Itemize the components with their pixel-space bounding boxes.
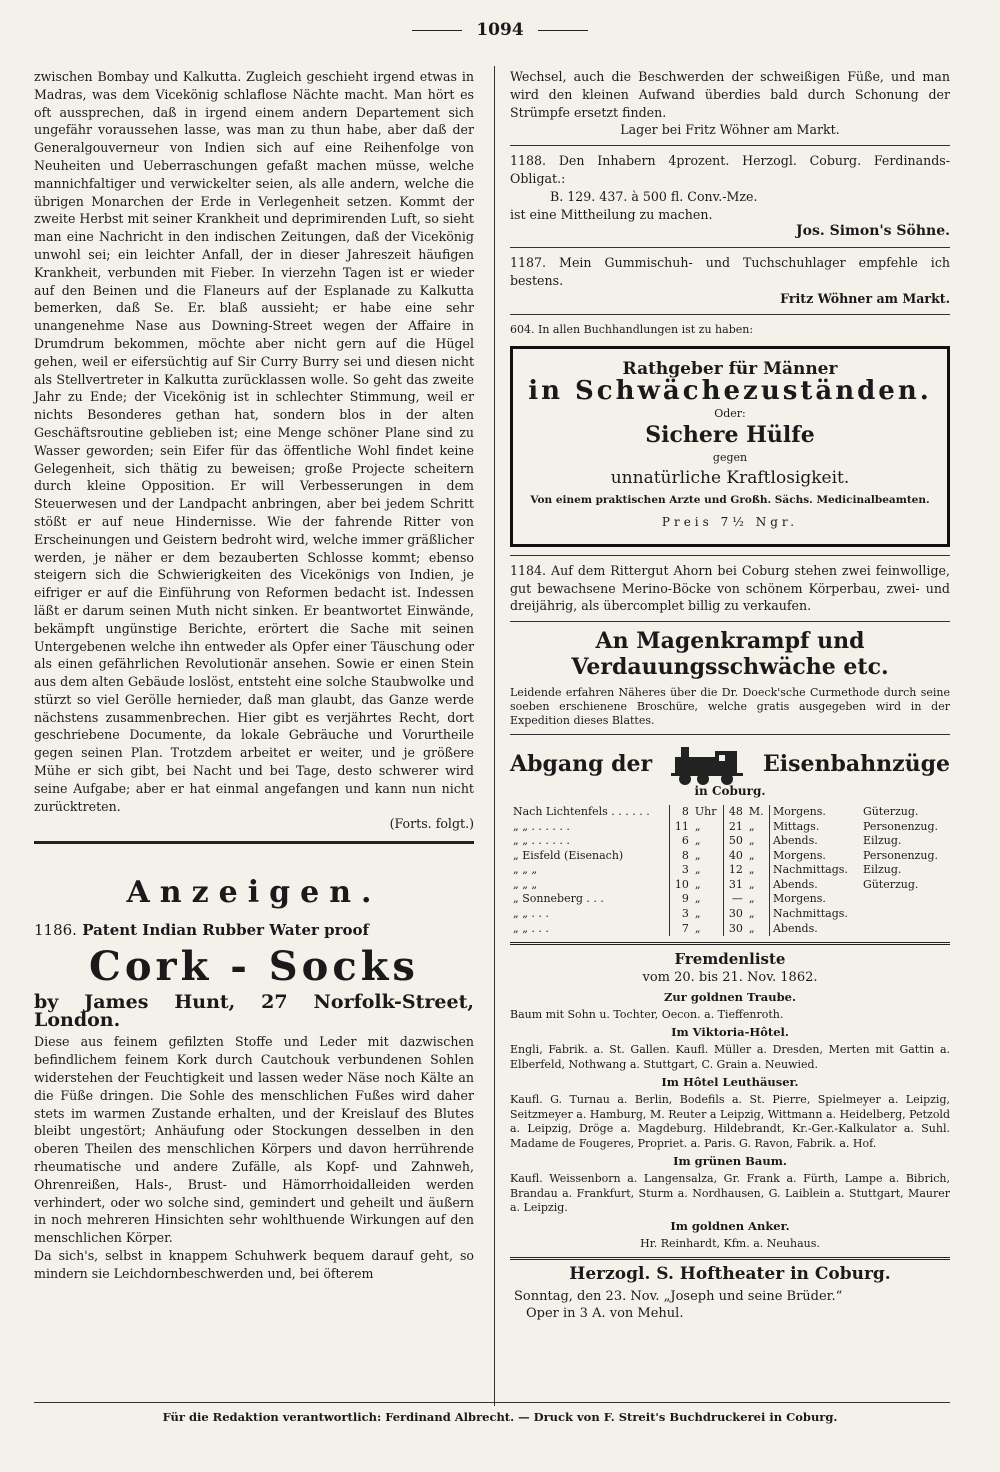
train-hour: 3 xyxy=(669,863,692,878)
ad-1188-signature: Jos. Simon's Söhne. xyxy=(796,223,950,240)
train-hour-unit: „ xyxy=(694,863,701,877)
train-hour-unit: „ xyxy=(694,834,701,848)
ad-magenkrampf xyxy=(510,628,950,728)
section-rule xyxy=(34,841,474,844)
train-destination: „ „ „ xyxy=(513,863,538,877)
train-hour: 8 xyxy=(669,805,692,820)
ad-magenkrampf-title: An Magenkrampf und Verdauungsschwäche etc. xyxy=(571,628,889,681)
anzeigen-heading: Anzeigen. xyxy=(126,875,382,911)
ad-604-price: Preis 7½ Ngr. xyxy=(661,514,799,529)
train-hour: 11 xyxy=(669,820,692,835)
section-rule xyxy=(510,1257,950,1260)
ad-1188-numbers: B. 129. 437. à 500 fl. Conv.-Mze. xyxy=(550,188,758,204)
ad-magenkrampf-text: Leidende erfahren Näheres über die Dr. Doeck'sche Curmethode durch seine soeben erschienene Broschüre, welche gratis ausgegeben wird in der Expedition dieses Blattes. xyxy=(510,686,950,728)
train-minute: 30 xyxy=(723,907,746,922)
hotel-heading: Zur goldnen Traube. xyxy=(664,989,796,1004)
train-kind xyxy=(860,907,950,922)
theater-performance: Sonntag, den 23. Nov. „Joseph und seine Brüder.“ xyxy=(514,1289,843,1305)
ad-rule xyxy=(510,247,950,248)
train-hour: 9 xyxy=(669,892,692,907)
fremdenliste xyxy=(510,951,950,1251)
train-destination: „ „ „ xyxy=(513,877,538,891)
train-minute: — xyxy=(723,892,746,907)
article-continued-note: (Forts. folgt.) xyxy=(389,816,474,832)
hotel-guests: Baum mit Sohn u. Tochter, Oecon. a. Tieffenroth. xyxy=(510,1007,784,1021)
ad-1186-product-title: Cork - Socks xyxy=(89,942,419,990)
train-kind xyxy=(860,892,950,907)
ad-1188 xyxy=(510,152,950,241)
ad-1184: 1184. Auf dem Rittergut Ahorn bei Coburg stehen zwei feinwollige, gut bewachsene Merino-Böcke von schönem Körperbau, zwei- und dreijährig, als übercomplet billig zu verkaufen. xyxy=(510,562,950,614)
train-schedule-subtitle: in Coburg. xyxy=(694,784,766,799)
theater-notice xyxy=(510,1266,950,1322)
train-hour: 10 xyxy=(669,878,692,893)
fremdenliste-title: Fremdenliste xyxy=(674,950,786,969)
train-kind: Eilzug. xyxy=(862,863,902,877)
train-hour-unit: „ xyxy=(694,819,701,833)
train-minute-unit: „ xyxy=(748,907,755,921)
train-time-of-day: Nachmittags. xyxy=(769,907,859,922)
train-time-of-day: Abends. xyxy=(769,878,859,893)
train-kind: Güterzug. xyxy=(862,877,919,891)
train-hour-unit: „ xyxy=(694,892,701,906)
ad-1186-lager: Lager bei Fritz Wöhner am Markt. xyxy=(620,122,840,138)
train-minute: 30 xyxy=(723,922,746,937)
hotel-guests: Kaufl. G. Turnau a. Berlin, Bodefils a. St. Pierre, Spielmeyer a. Leipzig, Seitzmeyer a. Hamburg, M. Reuter a Leipzig, Wittmann a. Heidelberg, Petzold a. Leipzig, Dröge a. Magdeburg. Hildebrandt, Kr.-Ger.-Kalkulator a. Suhl. Madame de Fougeres, Propriet. a. Paris. G. Ravon, Fabrik. a. Hof. xyxy=(510,1093,950,1150)
train-kind xyxy=(860,922,950,937)
header-rule-right xyxy=(538,30,588,31)
train-kind: Eilzug. xyxy=(862,834,902,848)
train-hour: 8 xyxy=(669,849,692,864)
ad-1186-continuation: Wechsel, auch die Beschwerden der schweißigen Füße, und man wird den kleinen Aufwand überdies bald durch Schonung der Strümpfe ersetzt finden. xyxy=(510,69,950,120)
train-minute: 48 xyxy=(723,805,746,820)
train-row xyxy=(510,922,950,937)
left-column xyxy=(34,68,474,1283)
ad-rule xyxy=(510,314,950,315)
fremdenliste-date: vom 20. bis 21. Nov. 1862. xyxy=(642,970,818,986)
train-row xyxy=(510,907,950,922)
ad-1188-text: 1188. Den Inhabern 4prozent. Herzogl. Coburg. Ferdinands-Obligat.: xyxy=(510,153,950,186)
train-destination: „ Sonneberg . . . xyxy=(513,892,604,906)
imprint-footer: Für die Redaktion verantwortlich: Ferdinand Albrecht. — Druck von F. Streit's Buchdruckerei in Coburg. xyxy=(162,1410,838,1424)
train-kind: Güterzug. xyxy=(862,804,919,818)
ad-rule xyxy=(510,621,950,622)
train-minute-unit: „ xyxy=(748,834,755,848)
page-number-header xyxy=(0,20,1000,40)
theater-title: Herzogl. S. Hoftheater in Coburg. xyxy=(569,1264,891,1285)
ad-604-title-2: in Schwächezuständen. xyxy=(528,376,932,407)
right-column xyxy=(510,68,950,1322)
train-time-of-day: Abends. xyxy=(769,922,859,937)
section-rule xyxy=(510,942,950,945)
ad-1187 xyxy=(510,254,950,307)
ad-604-oder: Oder: xyxy=(714,406,746,420)
train-hour: 3 xyxy=(669,907,692,922)
train-minute-unit: „ xyxy=(748,921,755,935)
train-row xyxy=(510,863,950,878)
train-schedule xyxy=(510,743,950,936)
train-hour-unit: „ xyxy=(694,921,701,935)
ad-1187-signature: Fritz Wöhner am Markt. xyxy=(780,290,950,306)
train-destination: „ „ . . . . . . xyxy=(513,819,570,833)
train-row xyxy=(510,820,950,835)
train-minute: 21 xyxy=(723,820,746,835)
hotel-guests: Engli, Fabrik. a. St. Gallen. Kaufl. Müller a. Dresden, Merten mit Gattin a. Elberfeld, Nothwang a. Stuttgart, C. Grain a. Neuwied. xyxy=(510,1043,950,1071)
footer-rule xyxy=(34,1402,950,1403)
train-minute-unit: „ xyxy=(748,863,755,877)
train-minute-unit: „ xyxy=(748,892,755,906)
train-kind: Personenzug. xyxy=(862,848,938,862)
ad-604-lead: 604. In allen Buchhandlungen ist zu haben: xyxy=(510,322,754,336)
train-row xyxy=(510,805,950,820)
train-kind: Personenzug. xyxy=(862,819,938,833)
ad-1186-body: Diese aus feinem gefilzten Stoffe und Leder mit dazwischen befindlichem feinem Kork durch Cautchouk verbundenen Sohlen widerstehen der Feuchtigkeit und lassen weder Näse noch Kälte an die Füße dringen. Die Sohle des menschlichen Fußes wird daher stets im warmen Zustande erhalten, und der Kreislauf des Blutes bleibt ungestört; Anhäufung oder Stockungen desselben in den oberen Theilen des menschlichen Körpers und davon herrührende rheumatische und andere Zufälle, als Kopf- und Zahnweh, Ohrenreißen, Hals-, Brust- und Hämorrhoidalleiden werden verhindert, oder wo solche sind, gemindert und geheilt und äußern in noch mehreren Hinsichten sehr wohlthuende Wirkungen auf den menschlichen Körper. xyxy=(34,1034,474,1246)
ad-1186 xyxy=(34,922,474,1283)
page-number: 1094 xyxy=(476,20,524,40)
ad-604-author: Von einem praktischen Arzte und Großh. Sächs. Medicinalbeamten. xyxy=(530,494,930,507)
train-hour-unit: „ xyxy=(694,848,701,862)
train-schedule-title-right: Eisenbahnzüge xyxy=(762,751,950,778)
train-destination: „ „ . . . xyxy=(513,907,549,921)
ad-rule xyxy=(510,734,950,735)
ad-1186-body-cont: Da sich's, selbst in knappem Schuhwerk bequem darauf geht, so mindern sie Leichdornbeschwerden und, bei öfterem xyxy=(34,1248,474,1281)
train-time-of-day: Nachmittags. xyxy=(769,863,859,878)
train-time-of-day: Mittags. xyxy=(769,820,859,835)
train-minute-unit: „ xyxy=(748,819,755,833)
ad-604-title-4: unnatürliche Kraftlosigkeit. xyxy=(610,468,850,489)
theater-opera-note: Oper in 3 A. von Mehul. xyxy=(526,1306,684,1322)
train-time-of-day: Morgens. xyxy=(769,892,859,907)
train-time-of-day: Morgens. xyxy=(769,849,859,864)
train-destination: „ „ . . . . . . xyxy=(513,834,570,848)
ad-604-box xyxy=(510,346,950,546)
locomotive-icon xyxy=(669,743,747,787)
ad-1186-product-line: Patent Indian Rubber Water proof xyxy=(82,921,369,940)
train-minute-unit: M. xyxy=(748,804,764,818)
hotel-guests: Kaufl. Weissenborn a. Langensalza, Gr. Frank a. Fürth, Lampe a. Bibrich, Brandau a. Frankfurt, Sturm a. Nordhausen, G. Laiblein a. Stuttgart, Maurer a. Leipzig. xyxy=(510,1172,950,1215)
train-minute-unit: „ xyxy=(748,848,755,862)
ad-1187-text: 1187. Mein Gummischuh- und Tuchschuhlager empfehle ich bestens. xyxy=(510,255,950,288)
train-minute: 50 xyxy=(723,834,746,849)
train-hour: 7 xyxy=(669,922,692,937)
train-row xyxy=(510,892,950,907)
train-hour-unit: „ xyxy=(694,907,701,921)
hotel-guests: Hr. Reinhardt, Kfm. a. Neuhaus. xyxy=(640,1236,820,1250)
train-schedule-title-left: Abgang der xyxy=(510,751,653,778)
train-destination: Nach Lichtenfels . . . . . . xyxy=(513,804,650,818)
ad-1186-headline xyxy=(34,922,474,940)
train-hour: 6 xyxy=(669,834,692,849)
train-time-of-day: Morgens. xyxy=(769,805,859,820)
ad-604-gegen: gegen xyxy=(712,450,748,464)
train-minute-unit: „ xyxy=(748,877,755,891)
column-divider xyxy=(494,66,495,1406)
train-row xyxy=(510,878,950,893)
ad-604 xyxy=(510,321,950,547)
train-row xyxy=(510,849,950,864)
train-table xyxy=(510,805,950,936)
train-hour-unit: „ xyxy=(694,877,701,891)
train-hour-unit: Uhr xyxy=(694,804,717,818)
train-minute: 12 xyxy=(723,863,746,878)
train-schedule-header xyxy=(510,743,950,787)
ad-604-title-3: Sichere Hülfe xyxy=(645,421,815,448)
train-destination: „ Eisfeld (Eisenach) xyxy=(513,848,624,862)
train-destination: „ „ . . . xyxy=(513,921,549,935)
train-minute: 31 xyxy=(723,878,746,893)
hotel-heading: Im grünen Baum. xyxy=(673,1154,787,1169)
ad-1186-maker: by James Hunt, 27 Norfolk-Street, London. xyxy=(34,990,474,1031)
train-time-of-day: Abends. xyxy=(769,834,859,849)
ad-rule xyxy=(510,145,950,146)
ad-1186-number: 1186. xyxy=(34,921,77,940)
train-minute: 40 xyxy=(723,849,746,864)
hotel-heading: Im Hôtel Leuthäuser. xyxy=(661,1075,799,1090)
header-rule-left xyxy=(412,30,462,31)
ad-1188-note: ist eine Mittheilung zu machen. xyxy=(510,206,713,222)
hotel-heading: Im goldnen Anker. xyxy=(670,1218,790,1233)
ad-rule xyxy=(510,555,950,556)
ad-604-title-1: Rathgeber für Männer xyxy=(622,359,838,380)
hotel-heading: Im Viktoria-Hôtel. xyxy=(671,1025,789,1040)
train-row xyxy=(510,834,950,849)
article-text: zwischen Bombay und Kalkutta. Zugleich geschieht irgend etwas in Madras, was dem Vicekönig schlaflose Nächte macht. Man hört es oft aussprechen, daß in irgend einem andern Departement sich ungefähr voraussehen lasse, was man zu thun habe, aber daß der Generalgouverneur von Indien sich auf eine Reihenfolge von Neuheiten und Ueberraschungen gefaßt machen müsse, welche mannichfaltiger und verwickelter seien, als alle andern, welche die übrigen Monarchen der Erde in Verlegenheit setzen. Kommt der zweite Herbst mit seiner Krankheit und deprimirenden Luft, so sieht man eine Nachricht in den indischen Zeitungen, daß der Vicekönig unwohl sei; ein leichter Anfall, der in dieser Jahreszeit häufigen Krankheit, verbunden mit Fieber. In vierzehn Tagen ist er wieder auf den Beinen und die Flaneurs auf der Esplanade zu Kalkutta bemerken, daß Se. Er. blaß aussieht; er habe eine sehr unangenehme Nase aus Downing-Street wegen der Affaire in Drumdrum bekommen, möchte aber nicht gern auf die Hügel gehen, weil er eifersüchtig auf Sir Curry Burry sei und diesen nicht als Stellvertreter in Kalkutta zurücklassen wolle. So geht das zweite Jahr zu Ende; der Vicekönig ist in schlechter Stimmung, weil er nichts Besonderes gethan hat, sondern blos in der alten Geschäftsroutine geblieben ist; eine Menge schöner Plane sind zu Wasser geworden; sein Eifer für das öffentliche Wohl findet keine Gelegenheit, sich thätig zu beweisen; große Projecte scheitern durch kleine Opposition. Er will Verbesserungen in dem Steuerwesen und der Landpacht anbringen, aber bei jedem Schritt stößt er auf neue Hindernisse. Wie der fahrende Ritter von Erscheinungen und Geistern bedroht wird, welche immer gräßlicher werden, je näher er dem bezauberten Schlosse kommt; ebenso steigern sich die Schwierigkeiten des Vicekönigs von Indien, je eifriger er auf die Einführung von Reformen bedacht ist. Indessen läßt er darum seinen Muth nicht sinken. Er beantwortet Einwände, bekämpft ungünstige Berichte, erörtert die Sache mit seinen Untergebenen welche ihn entweder als Opfer einer Täuschung oder als einen gefährlichen Revolutionär ansehen. Sowie er einen Stein aus dem alten Gebäude loslöst, entsteht eine solche Staubwolke und stürzt so viel Gerölle hernieder, daß man glaubt, das Ganze werde nächstens zusammenbrechen. Hier gibt es verjährtes Recht, dort geschriebene Documente, da lokale Gebräuche und Vorurtheile gegen seinen Plan. Trotzdem arbeitet er weiter, und je größere Mühe er sich gibt, bei Nacht und bei Tage, desto schwerer wird seine Aufgabe; aber er hat einmal angefangen und kann nun nicht zurücktreten. xyxy=(34,69,474,814)
